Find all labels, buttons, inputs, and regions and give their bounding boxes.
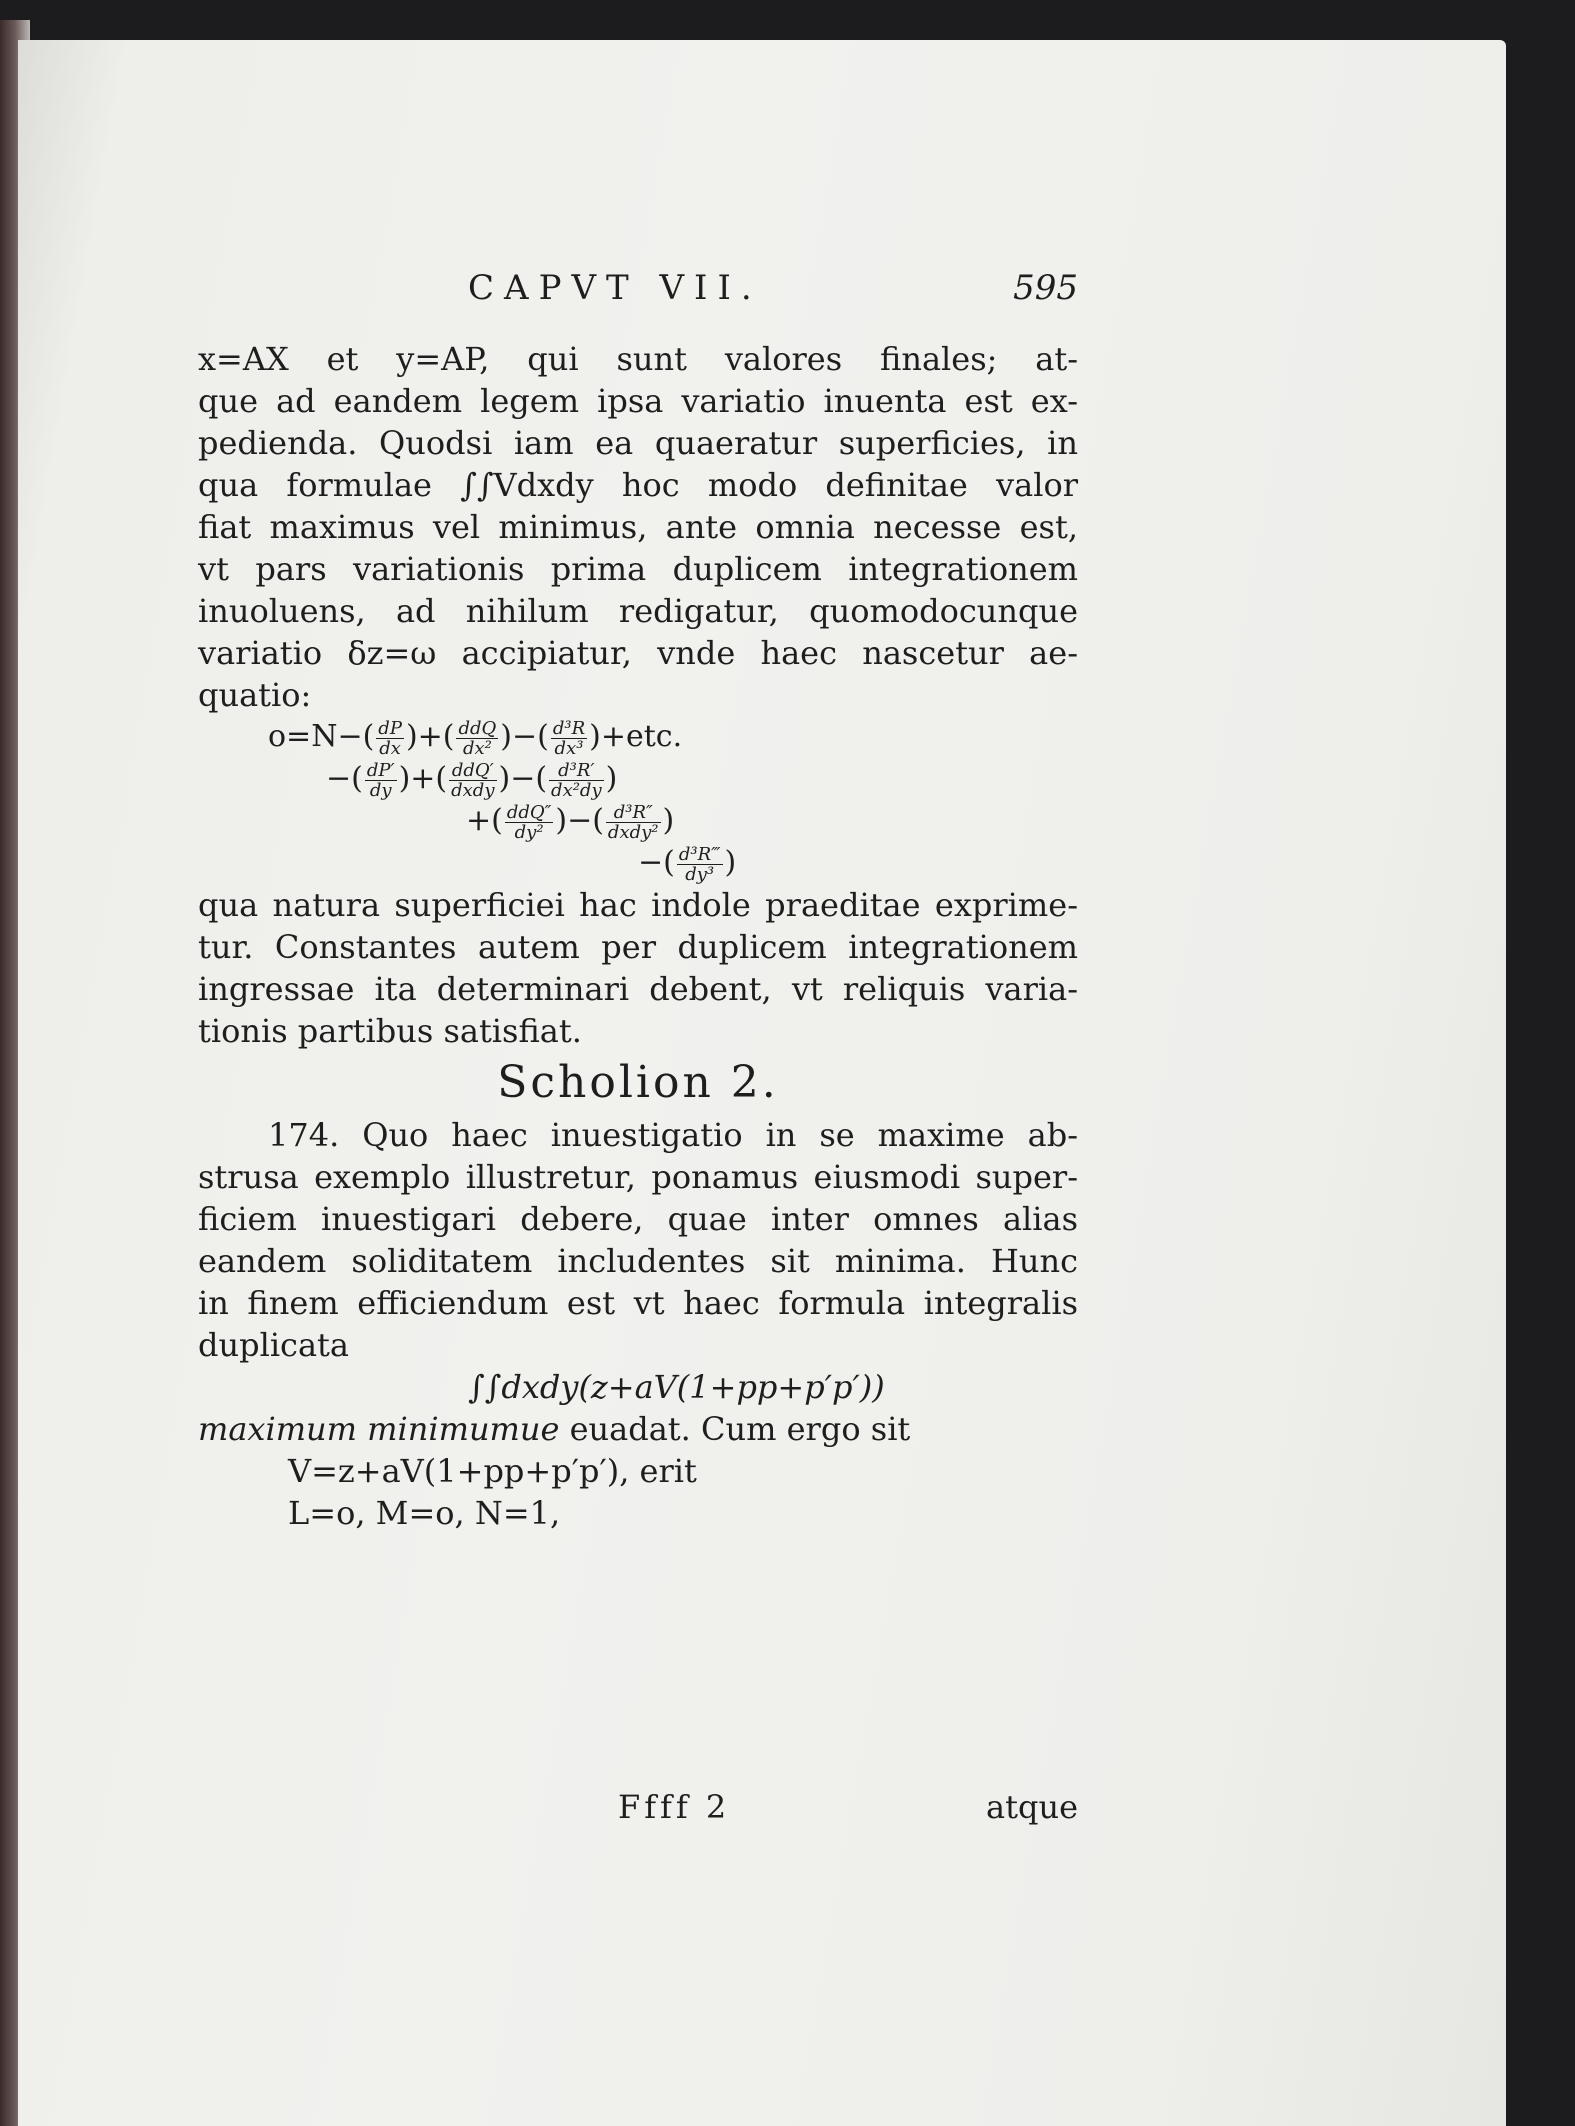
text-line: que ad eandem legem ipsa variatio inuenta est ex- <box>198 382 1078 420</box>
text-line: strusa exemplo illustretur, ponamus eiusmodi super- <box>198 1158 1078 1196</box>
fraction: $\frac{dP'}{dy}$ <box>366 759 395 801</box>
book-page <box>18 40 1506 2126</box>
equation-block <box>198 716 1078 884</box>
equation-row-3: +( $\frac{\text{ddQ″}}{\text{dy²}}$ )−( $\frac{\text{d³R″}}{\text{dxdy²}}$ ) <box>466 801 675 843</box>
page-number: 595 <box>1013 268 1078 308</box>
formula-v: V=z+aV(1+pp+p′p′), erit <box>288 1452 697 1490</box>
text-line: ingressae ita determinari debent, vt reliquis varia- <box>198 970 1078 1008</box>
fraction: $\frac{\text{d³R‴}}{\text{dy³}}$ <box>678 843 721 885</box>
fraction: $\frac{dP}{dx}$ <box>378 717 402 759</box>
body-text <box>198 338 1078 1534</box>
fraction: $\frac{\text{d³R′}}{\text{dx²dy}}$ <box>551 759 602 801</box>
text-line: x=AX et y=AP, qui sunt valores finales; at- <box>198 340 1078 378</box>
text-line: vt pars variationis prima duplicem integrationem <box>198 550 1078 588</box>
text-line: ficiem inuestigari debere, quae inter omnes alias <box>198 1200 1078 1238</box>
formula-lmn: L=o, M=o, N=1, <box>288 1494 561 1532</box>
equation-row-4: −( $\frac{\text{d³R‴}}{\text{dy³}}$ ) <box>638 843 737 885</box>
fraction: $\frac{\text{ddQ′}}{\text{dxdy}}$ <box>451 759 495 801</box>
fraction: $\frac{\text{d³R″}}{\text{dxdy²}}$ <box>607 801 659 843</box>
chapter-title: CAPVT VII. <box>468 268 762 308</box>
page-footer <box>198 1788 1078 1828</box>
fraction: $\frac{\text{ddQ}}{\text{dx²}}$ <box>458 717 497 759</box>
fraction: $\frac{\text{ddQ″}}{\text{dy²}}$ <box>506 801 552 843</box>
catchword: atque <box>986 1788 1078 1826</box>
fraction: $\frac{\text{d³R}}{\text{dx³}}$ <box>552 717 586 759</box>
signature-mark: Ffff 2 <box>618 1788 731 1826</box>
text-line: tur. Constantes autem per duplicem integrationem <box>198 928 1078 966</box>
text-line: variatio δz=ω accipiatur, vnde haec nascetur ae- <box>198 634 1078 672</box>
text-line: inuoluens, ad nihilum redigatur, quomodocunque <box>198 592 1078 630</box>
equation-row-2: −( $\frac{dP'}{dy}$ )+( $\frac{\text{ddQ′}}{\text{dxdy}}$ )−( $\frac{\text{d³R′}}{\text{dx²dy}}$ ) <box>326 759 618 801</box>
text-line: quatio: <box>198 676 312 714</box>
text-line: in finem efficiendum est vt haec formula integralis <box>198 1284 1078 1322</box>
equation-row-1: o=N−( $\frac{dP}{dx}$ )+( $\frac{\text{ddQ}}{\text{dx²}}$ )−( $\frac{\text{d³R}}{\text{dx³}}$ )+etc. <box>268 717 683 759</box>
text-line: duplicata <box>198 1326 349 1364</box>
text-line: 174. Quo haec inuestigatio in se maxime ab- <box>268 1116 1078 1154</box>
text-line: maximum minimumue euadat. Cum ergo sit <box>198 1410 911 1448</box>
section-heading: Scholion 2. <box>497 1057 779 1108</box>
text-line: pedienda. Quodsi iam ea quaeratur superficies, in <box>198 424 1078 462</box>
running-header <box>198 268 1078 318</box>
integral-formula: ∫∫dxdy(z+aV(1+pp+p′p′)) <box>468 1368 885 1406</box>
text-line: qua formulae ∫∫Vdxdy hoc modo definitae valor <box>198 466 1078 504</box>
text-line: qua natura superficiei hac indole praeditae exprime- <box>198 886 1078 924</box>
text-line: fiat maximus vel minimus, ante omnia necesse est, <box>198 508 1078 546</box>
text-line: tionis partibus satisfiat. <box>198 1012 582 1050</box>
text-line: eandem soliditatem includentes sit minima. Hunc <box>198 1242 1078 1280</box>
